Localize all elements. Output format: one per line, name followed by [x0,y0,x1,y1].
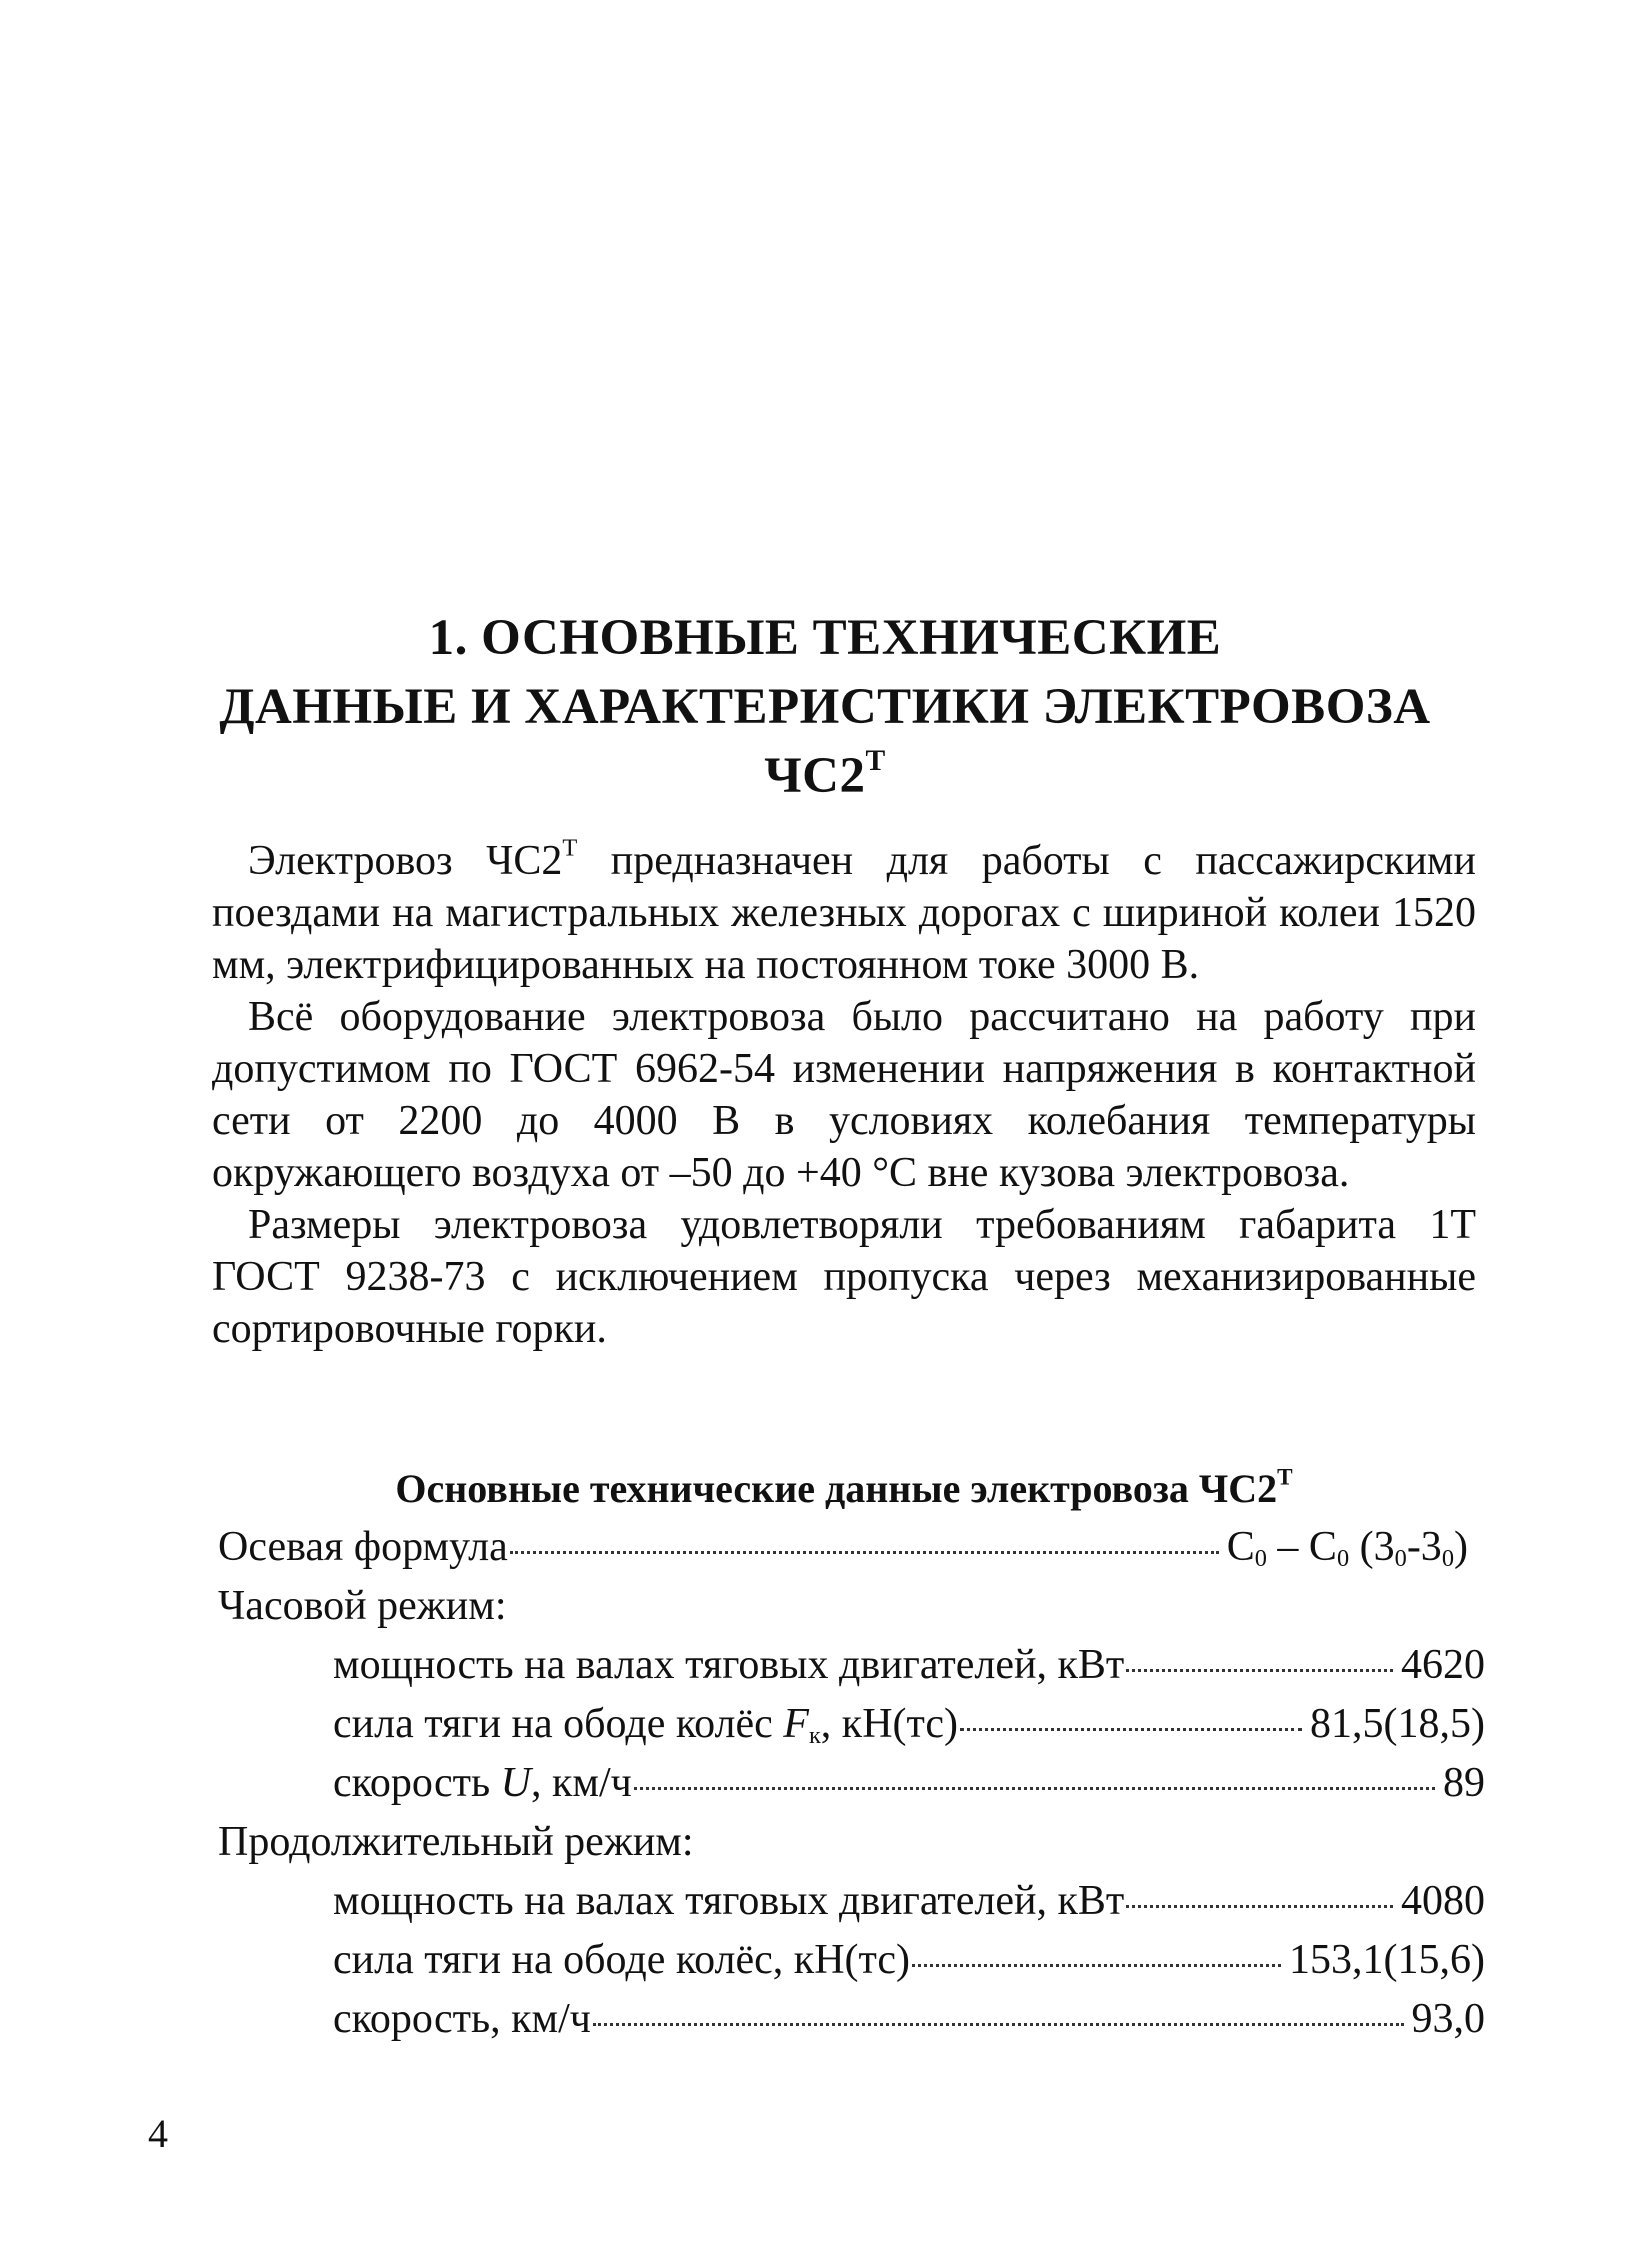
formula-z1-sub: 0 [1394,1545,1407,1573]
paragraph-purpose-sup: Т [562,834,578,862]
formula-c1-sub: 0 [1254,1545,1267,1573]
spec-row-hourly-speed [333,1754,1485,1813]
chapter-title-line-3 [160,742,1490,811]
specs-list [0,1518,1650,2049]
spec-label [333,1695,958,1754]
dot-leader [634,1787,1435,1790]
spec-row-continuous-speed [333,1990,1485,2049]
dot-leader [1126,1669,1393,1672]
spec-label-part: скорость [333,1760,501,1806]
spec-value: 93,0 [1411,1996,1485,2042]
spec-label-part: , км/ч [530,1760,632,1806]
spec-group-heading: Продолжительный режим: [218,1819,694,1865]
paragraph-purpose-start: Электровоз ЧС2 [248,838,563,884]
paragraph-dimensions: Размеры электровоза удовлетворяли требованиям габарита 1Т ГОСТ 9238-73 с исключением пропуска через механизированные сортировочные горки. [212,1202,1476,1352]
force-symbol-sub: к [808,1722,821,1750]
intro-text [212,835,1476,1355]
speed-symbol: U [500,1760,531,1806]
spec-group-heading: Часовой режим: [218,1583,507,1629]
spec-label-part: сила тяги на ободе колёс [333,1701,784,1747]
spec-value: 4080 [1401,1878,1485,1924]
spec-label [333,1754,632,1813]
dot-leader [912,1964,1281,1967]
spec-row-hourly-force [333,1695,1485,1754]
formula-mid: -3 [1406,1524,1442,1570]
chapter-title-line-2: ДАННЫЕ И ХАРАКТЕРИСТИКИ ЭЛЕКТРОВОЗА [219,679,1431,736]
dot-leader [510,1551,1219,1554]
dot-leader [960,1728,1302,1731]
force-symbol: F [783,1701,809,1747]
formula-c2: С [1308,1524,1337,1570]
formula-dash: – [1266,1524,1309,1570]
formula-paren-close: ) [1454,1524,1468,1570]
spec-group-continuous [218,1813,1468,1872]
specs-title [212,1463,1476,1515]
formula-c2-sub: 0 [1336,1545,1350,1573]
spec-label: скорость, км/ч [333,1996,591,2042]
dot-leader [1126,1905,1393,1908]
spec-value: 89 [1443,1760,1485,1806]
spec-value: 81,5(18,5) [1310,1701,1485,1747]
spec-row-continuous-force [333,1931,1485,1990]
specs-title-sup: Т [1277,1464,1293,1491]
spec-value: 4620 [1401,1642,1485,1688]
formula-z2-sub: 0 [1441,1545,1454,1573]
spec-label: мощность на валах тяговых двигателей, кВт [333,1642,1125,1688]
chapter-title-line-1: 1. ОСНОВНЫЕ ТЕХНИЧЕСКИЕ [428,610,1222,667]
paragraph-purpose [212,835,1476,991]
spec-label: мощность на валах тяговых двигателей, кВт [333,1878,1125,1924]
page-number: 4 [148,2111,168,2156]
spec-label: Осевая формула [218,1524,508,1570]
paragraph-purpose-rest: предназначен для работы с пассажирскими поездами на магистральных железных дорогах с шириной колеи 1520 мм, электрифицированных на постоянном токе 3000 В. [212,838,1476,988]
spec-row-hourly-power [333,1636,1485,1695]
spec-value-axle-formula [1227,1518,1468,1577]
spec-label-part: , кН(тс) [820,1701,959,1747]
dot-leader [593,2023,1404,2026]
spec-label: сила тяги на ободе колёс, кН(тс) [333,1937,911,1983]
spec-value: 153,1(15,6) [1289,1937,1485,1983]
specs-title-text: Основные технические данные электровоза ЧС2 [395,1466,1278,1512]
chapter-title-model-sup: Т [865,744,886,777]
spec-group-hourly [218,1577,1468,1636]
spec-row-axle-formula [218,1518,1468,1577]
spec-row-continuous-power [333,1872,1485,1931]
paragraph-equipment: Всё оборудование электровоза было рассчитано на работу при допустимом по ГОСТ 6962-54 изменении напряжения в контактной сети от 2200 до 4000 В в условиях колебания температуры окружающего воздуха от –50 до +40 °С вне кузова электровоза. [212,994,1476,1196]
formula-paren-open: (3 [1349,1524,1395,1570]
chapter-title [160,604,1490,811]
chapter-title-model: ЧС2 [764,748,866,805]
formula-c1: С [1226,1524,1255,1570]
